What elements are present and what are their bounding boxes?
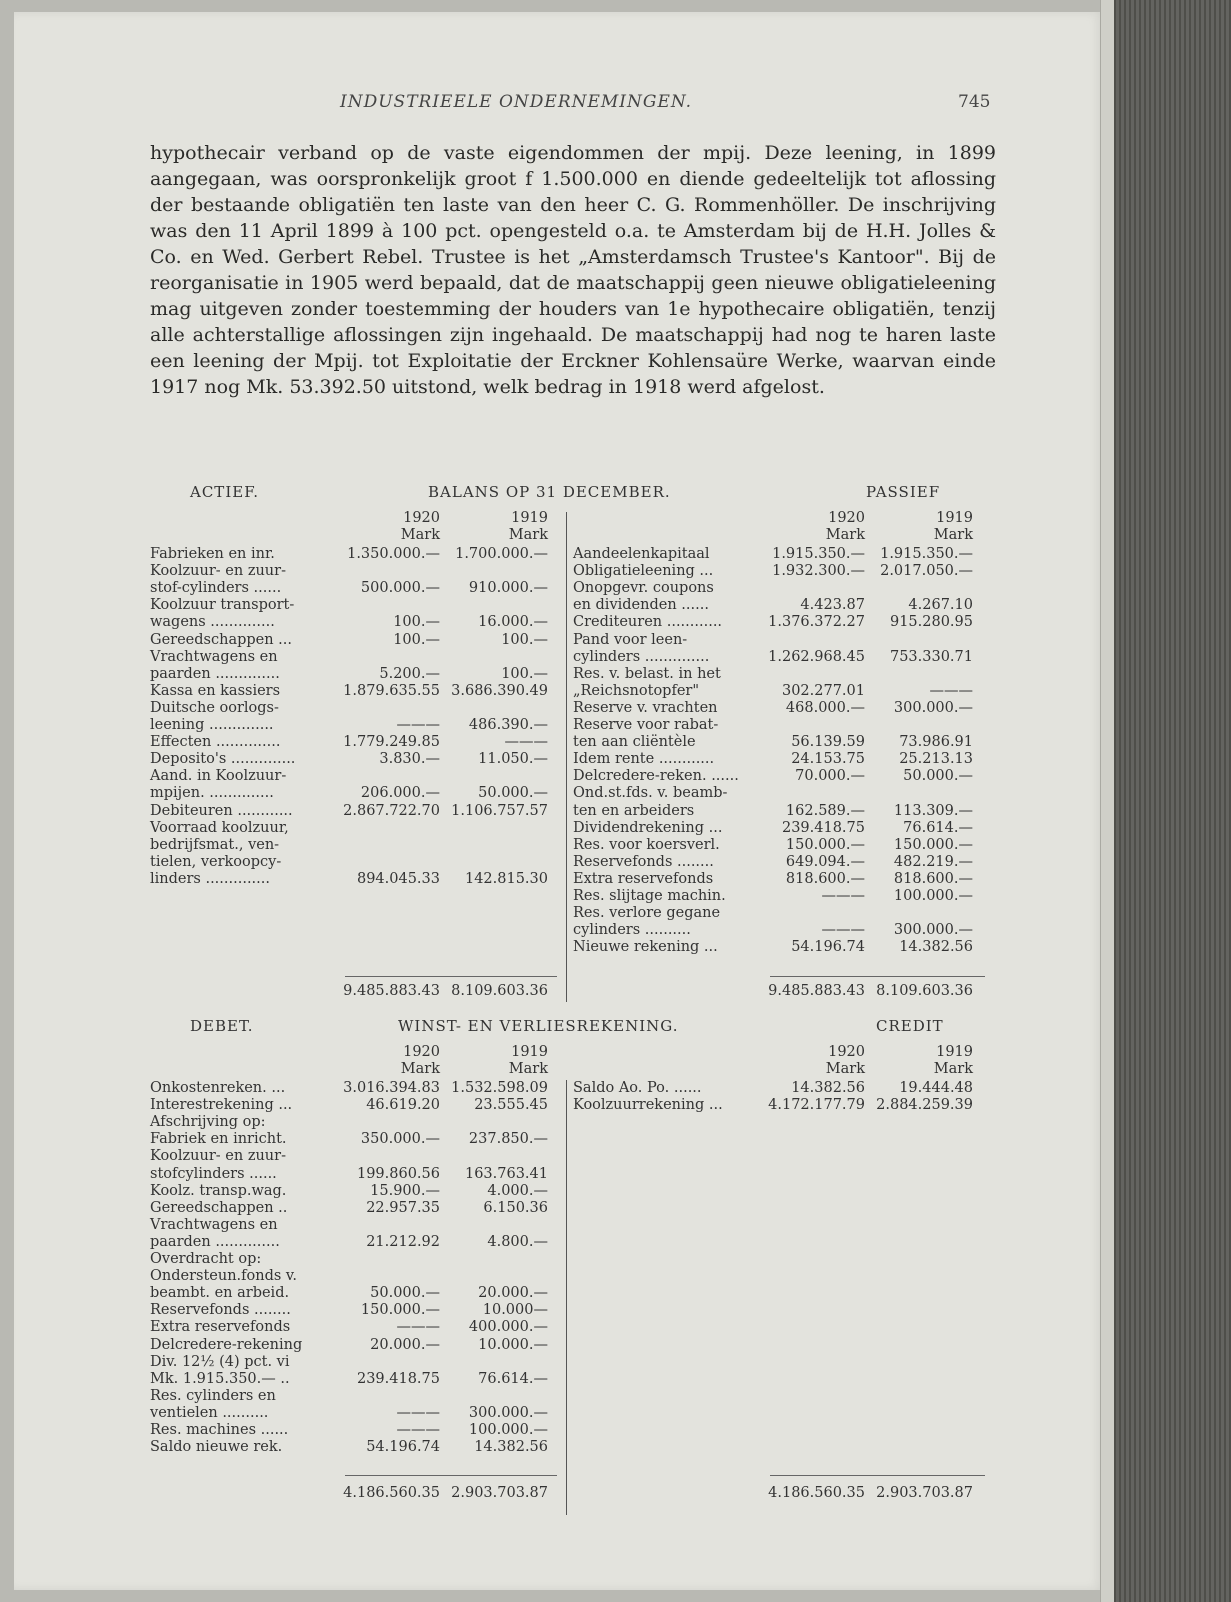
row-label: Extra reservefonds xyxy=(573,870,714,887)
ledger-row xyxy=(573,1097,985,1113)
value-1920: 150.000.— xyxy=(785,836,865,853)
unit-mark: Mark xyxy=(933,527,973,543)
value-1920: 4.423.87 xyxy=(800,597,865,614)
total-1920: 4.186.560.35 xyxy=(343,1485,440,1501)
ledger-row xyxy=(573,939,985,955)
ledger-row xyxy=(150,649,560,665)
row-label: cylinders .......... xyxy=(573,922,691,939)
row-label: beambt. en arbeid. xyxy=(150,1285,290,1302)
ledger-row xyxy=(150,837,560,853)
unit-mark: Mark xyxy=(400,1061,440,1077)
ledger-row xyxy=(150,1422,560,1438)
value-1920: 1.915.350.— xyxy=(772,546,865,562)
ledger-row xyxy=(150,734,560,750)
row-label: Vrachtwagens en xyxy=(150,1216,278,1233)
ledger-row xyxy=(150,1131,560,1147)
row-label: Afschrijving op: xyxy=(150,1114,266,1131)
row-label: Idem rente ............ xyxy=(573,751,715,768)
row-label: Overdracht op: xyxy=(150,1251,262,1267)
ledger-row xyxy=(150,751,560,767)
value-1920: 1.262.968.45 xyxy=(768,648,865,665)
ledger-row xyxy=(573,546,985,562)
value-1919: 1.700.000.— xyxy=(455,546,548,562)
row-label: Gereedschappen .. xyxy=(150,1199,288,1216)
value-1920: 54.196.74 xyxy=(366,1439,440,1456)
value-1920: 3.016.394.83 xyxy=(343,1080,440,1096)
row-label: ten aan cliëntèle xyxy=(573,734,696,751)
row-label: Dividendrekening ... xyxy=(573,819,723,836)
total-1920: 9.485.883.43 xyxy=(343,983,440,999)
value-1920: 1.932.300.— xyxy=(772,563,865,580)
value-1920: 239.418.75 xyxy=(356,1370,440,1387)
value-1920: ——— xyxy=(396,1404,440,1421)
ledger-row xyxy=(150,580,560,596)
value-1919: 23.555.45 xyxy=(474,1097,548,1114)
ledger-row xyxy=(150,1200,560,1216)
ledger-row xyxy=(150,854,560,870)
ledger-row xyxy=(573,717,985,733)
value-1919: ——— xyxy=(929,682,973,699)
row-label: Voorraad koolzuur, xyxy=(150,819,289,836)
row-label: mpijen. .............. xyxy=(150,785,274,802)
ledger-row xyxy=(573,700,985,716)
value-1920: 1.376.372.27 xyxy=(768,614,865,631)
value-1919: 10.000— xyxy=(482,1302,548,1319)
value-1919: 76.614.— xyxy=(478,1370,548,1387)
value-1920: 206.000.— xyxy=(360,785,440,802)
row-label: Res. machines ...... xyxy=(150,1422,289,1438)
total-rule xyxy=(345,976,557,977)
ledger-row xyxy=(150,1302,560,1318)
row-label: ten en arbeiders xyxy=(573,802,695,819)
value-1920: ——— xyxy=(396,717,440,733)
row-label: Gereedschappen ... xyxy=(150,631,293,648)
ledger-row xyxy=(150,683,560,699)
pnl-title: WINST- EN VERLIESREKENING. xyxy=(398,1017,679,1035)
value-1919: 73.986.91 xyxy=(899,734,973,751)
balance-right-heading: PASSIEF xyxy=(866,483,941,501)
value-1919: 11.050.— xyxy=(478,751,548,768)
ledger-row xyxy=(573,666,985,682)
row-label: Extra reservefonds xyxy=(150,1319,291,1336)
row-label: Pand voor leen- xyxy=(573,631,688,648)
ledger-row xyxy=(573,597,985,613)
value-1920: 5.200.— xyxy=(379,665,440,682)
value-1919: 20.000.— xyxy=(478,1285,548,1302)
row-label: Deposito's .............. xyxy=(150,751,296,768)
ledger-row xyxy=(573,854,985,870)
value-1920: 162.589.— xyxy=(785,802,865,819)
total-1919: 2.903.703.87 xyxy=(876,1485,973,1501)
page-number: 745 xyxy=(958,92,991,112)
row-label: cylinders .............. xyxy=(573,648,710,665)
value-1919: 163.763.41 xyxy=(464,1165,548,1182)
row-label: Crediteuren ............ xyxy=(573,614,723,631)
value-1919: 50.000.— xyxy=(478,785,548,802)
row-label: Kassa en kassiers xyxy=(150,682,281,699)
ledger-row xyxy=(150,1285,560,1301)
year-1919: 1919 xyxy=(511,1044,548,1060)
unit-mark: Mark xyxy=(508,1061,548,1077)
row-label: Aandeelenkapitaal xyxy=(573,546,710,562)
row-label: Ondersteun.fonds v. xyxy=(150,1268,298,1285)
value-1920: ——— xyxy=(396,1319,440,1336)
value-1920: 150.000.— xyxy=(360,1302,440,1319)
row-label: stof-cylinders ...... xyxy=(150,580,282,597)
row-label: linders .............. xyxy=(150,870,270,887)
total-rule xyxy=(770,1475,985,1476)
ledger-row xyxy=(573,837,985,853)
value-1919: 818.600.— xyxy=(893,870,973,887)
value-1919: 482.219.— xyxy=(893,853,973,870)
ledger-row xyxy=(573,905,985,921)
ledger-row xyxy=(573,785,985,801)
value-1920: 56.139.59 xyxy=(791,734,865,751)
value-1919: 3.686.390.49 xyxy=(451,682,548,699)
ledger-row xyxy=(150,700,560,716)
value-1920: 4.172.177.79 xyxy=(768,1097,865,1114)
row-label: Mk. 1.915.350.— .. xyxy=(150,1370,290,1387)
column-divider xyxy=(566,512,567,1002)
value-1919: 486.390.— xyxy=(468,717,548,733)
value-1919: 25.213.13 xyxy=(899,751,973,768)
value-1920: 350.000.— xyxy=(360,1131,440,1148)
value-1919: ——— xyxy=(504,734,548,751)
balance-title: BALANS OP 31 DECEMBER. xyxy=(428,483,671,501)
row-label: Obligatieleening ... xyxy=(573,563,714,580)
year-1919: 1919 xyxy=(936,1044,973,1060)
ledger-row xyxy=(150,785,560,801)
ledger-row xyxy=(573,768,985,784)
ledger-row xyxy=(150,1268,560,1284)
ledger-row xyxy=(573,922,985,938)
row-label: Aand. in Koolzuur- xyxy=(150,768,287,785)
ledger-row xyxy=(573,580,985,596)
row-label: Koolzuur transport- xyxy=(150,597,295,614)
value-1920: 239.418.75 xyxy=(781,819,865,836)
value-1920: 100.— xyxy=(393,614,440,631)
row-label: Vrachtwagens en xyxy=(150,648,278,665)
value-1920: 468.000.— xyxy=(785,699,865,716)
value-1919: 400.000.— xyxy=(468,1319,548,1336)
row-label: Saldo nieuwe rek. xyxy=(150,1439,283,1456)
value-1920: 199.860.56 xyxy=(356,1165,440,1182)
value-1920: 46.619.20 xyxy=(366,1097,440,1114)
ledger-row xyxy=(150,1234,560,1250)
value-1919: 2.884.259.39 xyxy=(876,1097,973,1114)
value-1919: 100.— xyxy=(501,631,548,648)
ledger-row xyxy=(573,820,985,836)
row-label: Res. cylinders en xyxy=(150,1387,276,1404)
total-1920: 9.485.883.43 xyxy=(768,983,865,999)
ledger-row xyxy=(150,563,560,579)
total-rule xyxy=(345,1475,557,1476)
ledger-row xyxy=(150,1217,560,1233)
value-1920: ——— xyxy=(396,1422,440,1438)
ledger-row xyxy=(150,1388,560,1404)
ledger-row xyxy=(573,751,985,767)
value-1920: 2.867.722.70 xyxy=(343,802,440,819)
value-1920: ——— xyxy=(821,922,865,939)
value-1919: 76.614.— xyxy=(903,819,973,836)
value-1920: 894.045.33 xyxy=(356,870,440,887)
row-label: Res. verlore gegane xyxy=(573,905,721,922)
row-label: Res. slijtage machin. xyxy=(573,888,726,904)
value-1919: 4.800.— xyxy=(487,1233,548,1250)
value-1919: 150.000.— xyxy=(893,836,973,853)
value-1919: 300.000.— xyxy=(893,699,973,716)
value-1920: 20.000.— xyxy=(370,1336,440,1353)
pnl-right-heading: CREDIT xyxy=(876,1017,944,1035)
row-label: paarden .............. xyxy=(150,1233,280,1250)
row-label: Div. 12½ (4) pct. vi xyxy=(150,1353,290,1370)
row-label: Effecten .............. xyxy=(150,734,281,751)
year-1920: 1920 xyxy=(403,510,440,526)
ledger-row xyxy=(150,768,560,784)
ledger-row xyxy=(573,632,985,648)
ledger-row xyxy=(150,1405,560,1421)
value-1920: 1.350.000.— xyxy=(347,546,440,562)
ledger-row xyxy=(573,1080,985,1096)
row-label: Res. v. belast. in het xyxy=(573,665,721,682)
total-rule xyxy=(770,976,985,977)
value-1919: 100.000.— xyxy=(893,888,973,904)
value-1920: ——— xyxy=(821,888,865,904)
row-label: Onkostenreken. ... xyxy=(150,1080,286,1096)
value-1919: 100.— xyxy=(501,665,548,682)
unit-mark: Mark xyxy=(508,527,548,543)
ledger-row xyxy=(150,1097,560,1113)
value-1919: 142.815.30 xyxy=(464,870,548,887)
row-label: Nieuwe rekening ... xyxy=(573,939,718,956)
value-1919: 1.915.350.— xyxy=(880,546,973,562)
ledger-row xyxy=(150,717,560,733)
value-1920: 818.600.— xyxy=(785,870,865,887)
year-1920: 1920 xyxy=(828,510,865,526)
row-label: Saldo Ao. Po. ...... xyxy=(573,1080,702,1096)
row-label: Ond.st.fds. v. beamb- xyxy=(573,785,728,802)
ledger-row xyxy=(150,1251,560,1267)
year-1920: 1920 xyxy=(828,1044,865,1060)
value-1920: 649.094.— xyxy=(785,853,865,870)
row-label: Fabriek en inricht. xyxy=(150,1131,287,1148)
value-1919: 100.000.— xyxy=(468,1422,548,1438)
ledger-row xyxy=(150,871,560,887)
unit-mark: Mark xyxy=(933,1061,973,1077)
row-label: wagens .............. xyxy=(150,614,275,631)
row-label: paarden .............. xyxy=(150,665,280,682)
value-1920: 1.879.635.55 xyxy=(343,682,440,699)
value-1919: 237.850.— xyxy=(468,1131,548,1148)
value-1920: 50.000.— xyxy=(370,1285,440,1302)
ledger-row xyxy=(150,1114,560,1130)
ledger-row xyxy=(150,1439,560,1455)
row-label: Interestrekening ... xyxy=(150,1097,293,1114)
row-label: bedrijfsmat., ven- xyxy=(150,836,280,853)
unit-mark: Mark xyxy=(400,527,440,543)
ledger-row xyxy=(150,803,560,819)
row-label: leening .............. xyxy=(150,717,274,733)
value-1919: 14.382.56 xyxy=(899,939,973,956)
value-1919: 6.150.36 xyxy=(483,1199,548,1216)
row-label: Reserve voor rabat- xyxy=(573,717,719,733)
row-label: tielen, verkoopcy- xyxy=(150,853,282,870)
value-1920: 21.212.92 xyxy=(366,1233,440,1250)
value-1920: 24.153.75 xyxy=(791,751,865,768)
value-1920: 54.196.74 xyxy=(791,939,865,956)
ledger-row xyxy=(150,614,560,630)
ledger-row xyxy=(150,820,560,836)
value-1920: 14.382.56 xyxy=(791,1080,865,1096)
row-label: en dividenden ...... xyxy=(573,597,709,614)
row-label: Duitsche oorlogs- xyxy=(150,699,279,716)
value-1920: 3.830.— xyxy=(379,751,440,768)
row-label: Delcredere-reken. ...... xyxy=(573,768,739,785)
ledger-row xyxy=(573,734,985,750)
row-label: Reserve v. vrachten xyxy=(573,699,718,716)
value-1919: 19.444.48 xyxy=(899,1080,973,1096)
value-1919: 4.267.10 xyxy=(908,597,973,614)
total-1920: 4.186.560.35 xyxy=(768,1485,865,1501)
ledger-row xyxy=(150,1183,560,1199)
ledger-row xyxy=(573,649,985,665)
ledger-row xyxy=(150,1148,560,1164)
value-1919: 910.000.— xyxy=(468,580,548,597)
row-label: Debiteuren ............ xyxy=(150,802,293,819)
ledger-row xyxy=(150,546,560,562)
value-1919: 753.330.71 xyxy=(889,648,973,665)
row-label: Reservefonds ........ xyxy=(573,853,714,870)
value-1919: 50.000.— xyxy=(903,768,973,785)
ledger-row xyxy=(150,597,560,613)
unit-mark: Mark xyxy=(825,1061,865,1077)
row-label: Koolzuurrekening ... xyxy=(573,1097,723,1114)
ledger-row xyxy=(573,803,985,819)
year-1919: 1919 xyxy=(511,510,548,526)
total-1919: 8.109.603.36 xyxy=(876,983,973,999)
ledger-row xyxy=(150,1337,560,1353)
ledger-row xyxy=(573,871,985,887)
row-label: Reservefonds ........ xyxy=(150,1302,291,1319)
body-paragraph: hypothecair verband op de vaste eigendommen der mpij. Deze leening, in 1899 aangegaan, was oorspronkelijk groot f 1.500.000 en diende gedeeltelijk tot aflossing der bestaande obligatiën ten laste van den heer C. G. Rommenhöller. De inschrijving was den 11 April 1899 à 100 pct. opengesteld o.a. te Amsterdam bij de H.H. Jolles & Co. en Wed. Gerbert Rebel. Trustee is het „Amsterdamsch Trustee's Kantoor". Bij de reorganisatie in 1905 werd bepaald, dat de maatschappij geen nieuwe obligatieleening mag uitgeven zonder toestemming der houders van 1e hypothecaire obligatiën, tenzij alle achterstallige aflossingen zijn ingehaald. De maatschappij had nog te haren laste een leening der Mpij. tot Exploitatie der Erckner Kohlensaüre Werke, waarvan einde 1917 nog Mk. 53.392.50 uitstond, welk bedrag in 1918 werd afgelost. xyxy=(150,142,996,398)
total-1919: 8.109.603.36 xyxy=(451,983,548,999)
ledger-row xyxy=(573,563,985,579)
running-header: INDUSTRIEELE ONDERNEMINGEN. xyxy=(340,92,693,112)
value-1919: 915.280.95 xyxy=(889,614,973,631)
value-1919: 113.309.— xyxy=(893,802,973,819)
row-label: Koolzuur- en zuur- xyxy=(150,563,286,580)
ledger-row xyxy=(573,683,985,699)
row-label: ventielen .......... xyxy=(150,1404,269,1421)
year-1920: 1920 xyxy=(403,1044,440,1060)
value-1920: 70.000.— xyxy=(795,768,865,785)
row-label: Koolz. transp.wag. xyxy=(150,1182,287,1199)
total-1919: 2.903.703.87 xyxy=(451,1485,548,1501)
value-1920: 1.779.249.85 xyxy=(343,734,440,751)
value-1920: 22.957.35 xyxy=(366,1199,440,1216)
value-1920: 100.— xyxy=(393,631,440,648)
ledger-row xyxy=(150,1166,560,1182)
column-divider xyxy=(566,1080,567,1515)
row-label: „Reichsnotopfer" xyxy=(573,682,700,699)
year-1919: 1919 xyxy=(936,510,973,526)
value-1919: 1.106.757.57 xyxy=(451,802,548,819)
ledger-row xyxy=(150,1080,560,1096)
row-label: Onopgevr. coupons xyxy=(573,580,714,597)
pnl-left-heading: DEBET. xyxy=(190,1017,254,1035)
row-label: Koolzuur- en zuur- xyxy=(150,1148,286,1165)
row-label: Delcredere-rekening xyxy=(150,1336,303,1353)
value-1920: 500.000.— xyxy=(360,580,440,597)
ledger-row xyxy=(150,666,560,682)
value-1919: 14.382.56 xyxy=(474,1439,548,1456)
page-edge xyxy=(1100,0,1115,1602)
value-1920: 302.277.01 xyxy=(781,682,865,699)
value-1919: 10.000.— xyxy=(478,1336,548,1353)
book-edge xyxy=(1114,0,1231,1602)
value-1919: 1.532.598.09 xyxy=(451,1080,548,1096)
row-label: stofcylinders ...... xyxy=(150,1165,277,1182)
value-1919: 2.017.050.— xyxy=(880,563,973,580)
ledger-row xyxy=(150,632,560,648)
value-1919: 4.000.— xyxy=(487,1182,548,1199)
unit-mark: Mark xyxy=(825,527,865,543)
value-1919: 16.000.— xyxy=(478,614,548,631)
balance-left-heading: ACTIEF. xyxy=(190,483,260,501)
ledger-row xyxy=(150,1371,560,1387)
row-label: Res. voor koersverl. xyxy=(573,836,720,853)
ledger-row xyxy=(150,1354,560,1370)
ledger-row xyxy=(573,888,985,904)
value-1920: 15.900.— xyxy=(370,1182,440,1199)
row-label: Fabrieken en inr. xyxy=(150,546,275,562)
ledger-row xyxy=(573,614,985,630)
value-1919: 300.000.— xyxy=(468,1404,548,1421)
ledger-row xyxy=(150,1319,560,1335)
value-1919: 300.000.— xyxy=(893,922,973,939)
